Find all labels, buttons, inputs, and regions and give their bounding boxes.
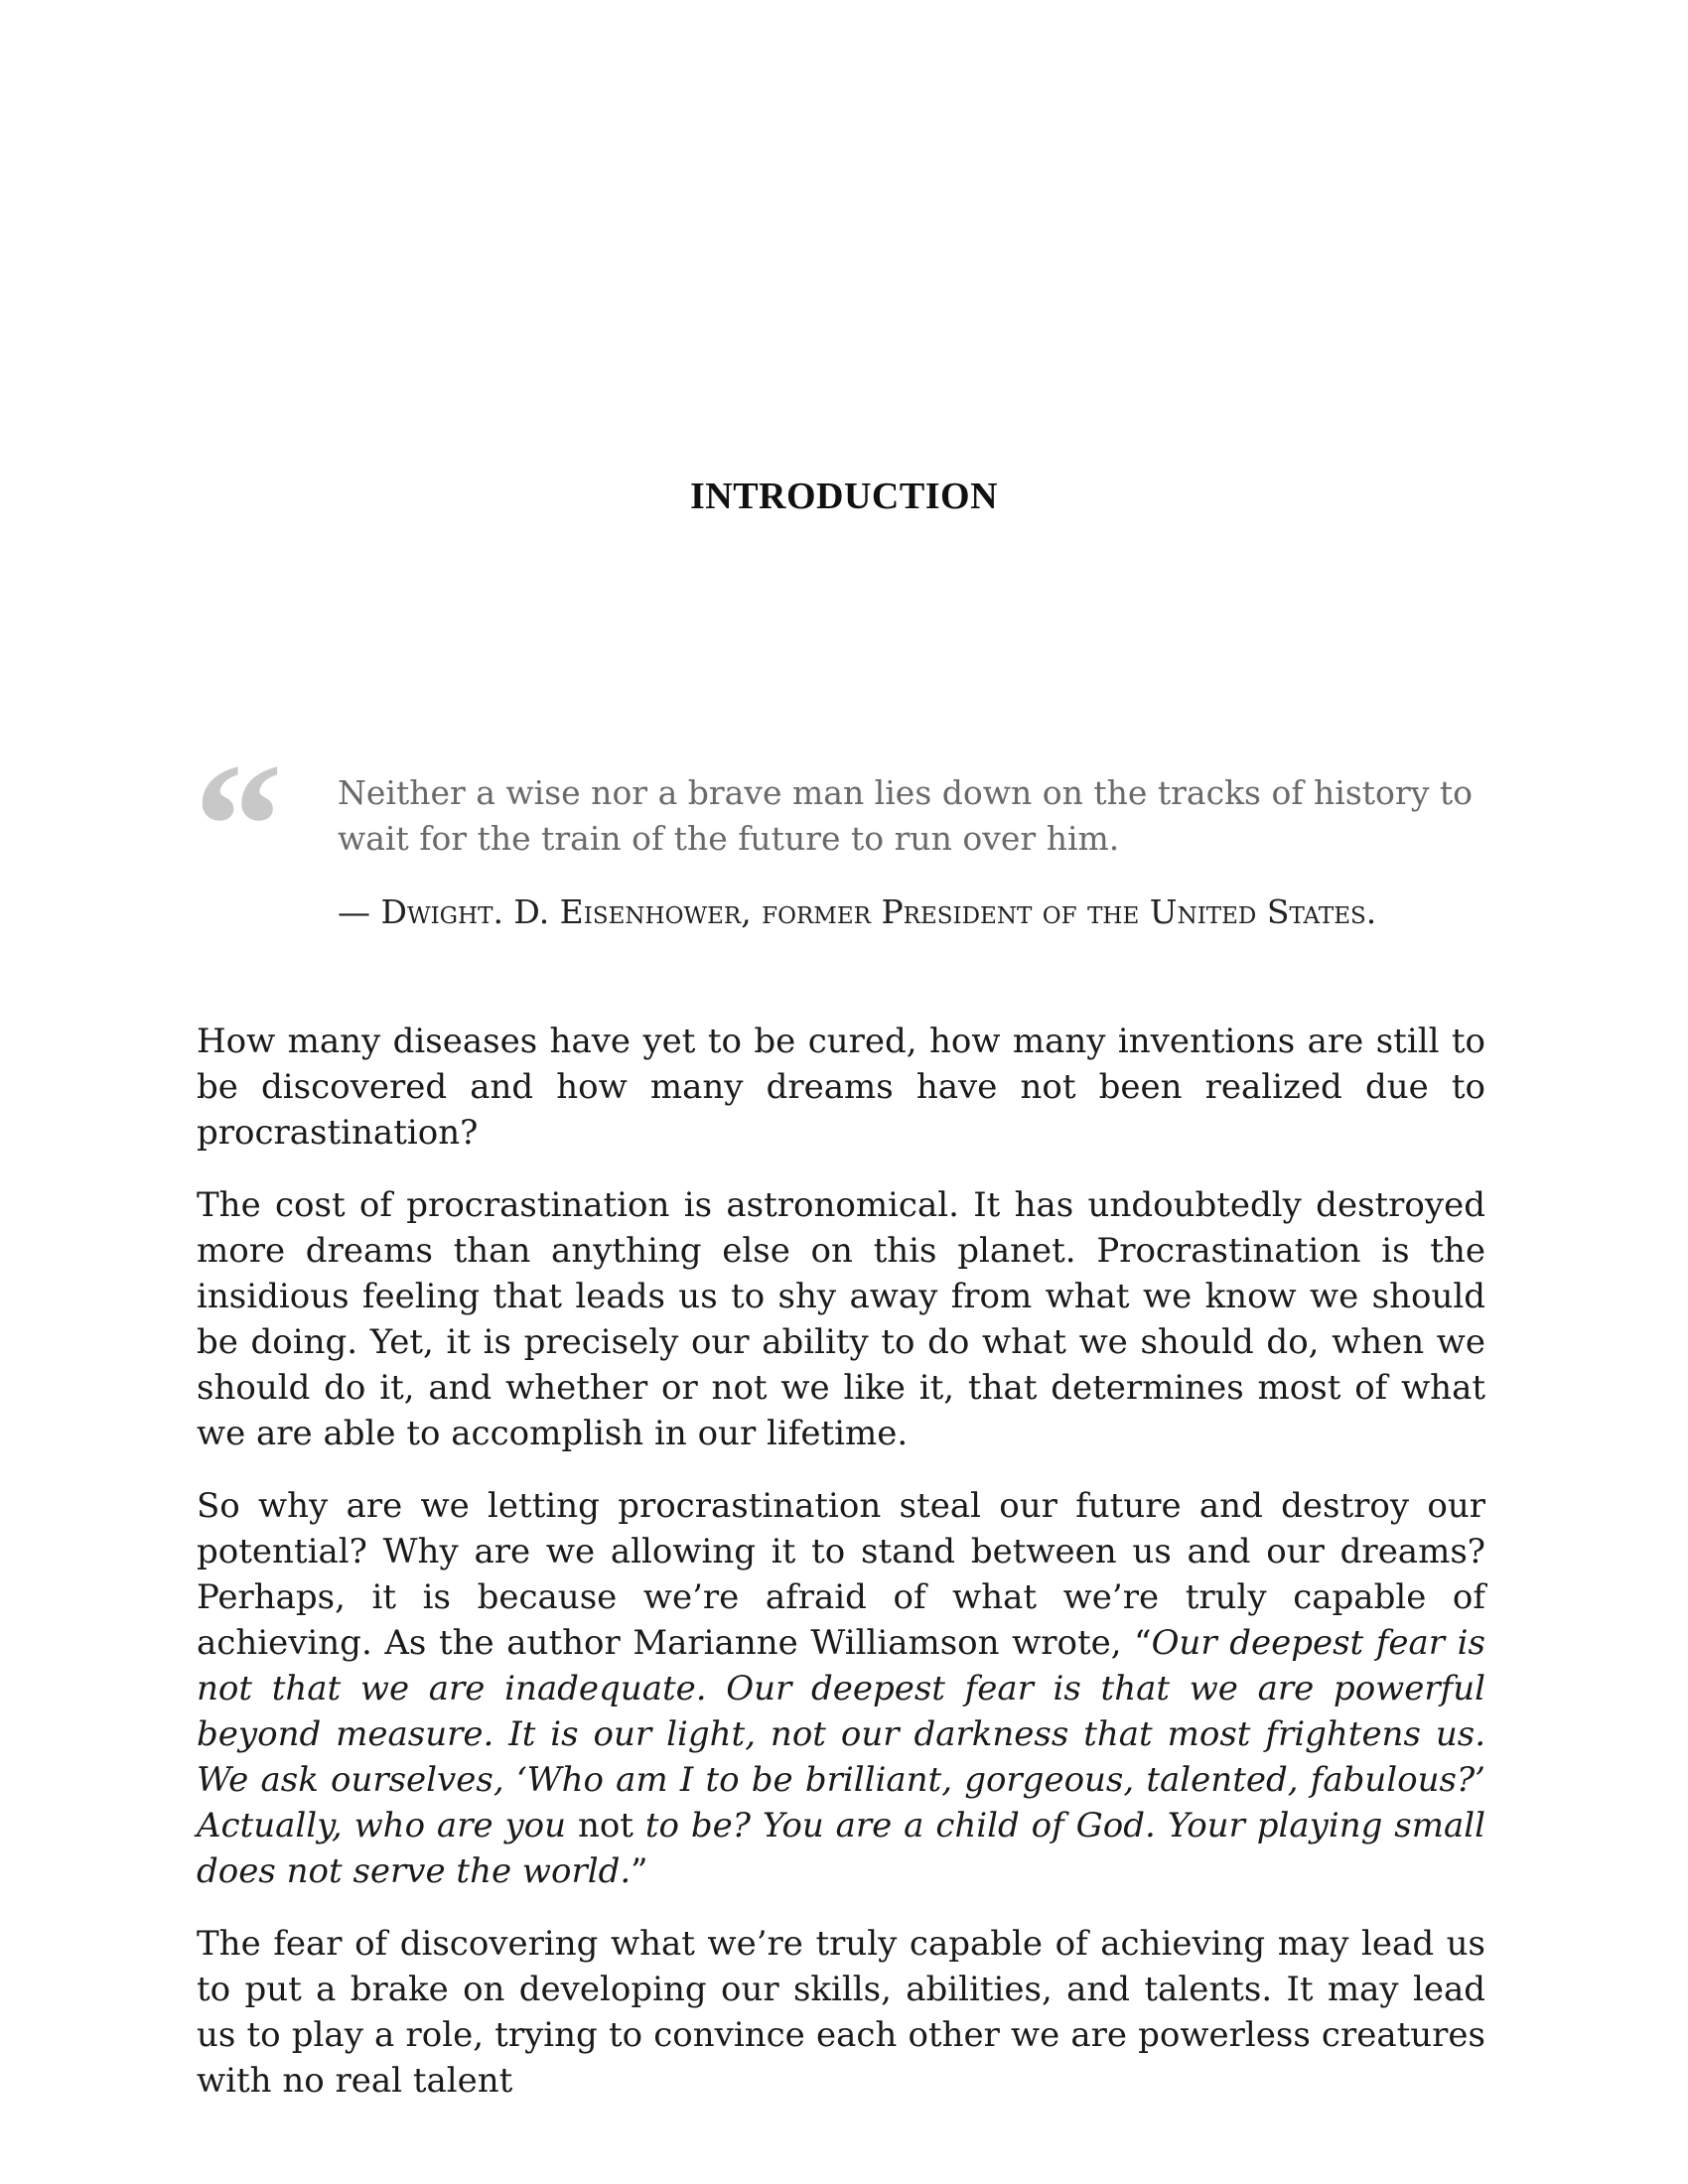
epigraph-quote: Neither a wise nor a brave man lies down on the tracks of history to wait for the train of the future to run over him.	[338, 773, 1473, 858]
williamson-quote-part-2: to be? You are a child of God. Your playing small does not serve the world.	[197, 1806, 1485, 1891]
epigraph	[338, 770, 1499, 935]
body-text	[197, 1019, 1485, 2130]
paragraph-3	[197, 1483, 1485, 1894]
paragraph-1: How many diseases have yet to be cured, how many inventions are still to be discovered and how many dreams have not been realized due to procrastination?	[197, 1022, 1485, 1153]
williamson-quote-part-1: Our deepest fear is not that we are inadequate. Our deepest fear is that we are powerful beyond measure. It is our light, not our darkness that most frightens us. We ask ourselves, ‘Who am I to be brilliant, gorgeous, talented, fabulous?’ Actually, who are you	[197, 1623, 1485, 1845]
quote-mark-icon: “	[194, 727, 283, 924]
paragraph-3-close: ”	[631, 1851, 648, 1891]
paragraph-4: The fear of discovering what we’re truly capable of achieving may lead us to put a brake on developing our skills, abilities, and talents. It may lead us to play a role, trying to convince each other we are powerless creatures with no real talent	[197, 1924, 1485, 2101]
epigraph-attribution: — Dwight. D. Eisenhower, former President of the United States.	[338, 892, 1377, 931]
paragraph-2: The cost of procrastination is astronomical. It has undoubtedly destroyed more dreams than anything else on this planet. Procrastination is the insidious feeling that leads us to shy away from what we know we should be doing. Yet, it is precisely our ability to do what we should do, when we should do it, and whether or not we like it, that determines most of what we are able to accomplish in our lifetime.	[197, 1185, 1485, 1453]
williamson-quote	[197, 1623, 1485, 1891]
williamson-quote-not: not	[577, 1806, 633, 1845]
paragraph-3-lead: So why are we letting procrastination steal our future and destroy our potential? Why are we allowing it to stand between us and our dreams? Perhaps, it is because we’re afraid of what we’re truly capable of achieving. As the author Marianne Williamson wrote, “	[197, 1486, 1485, 1663]
chapter-title: INTRODUCTION	[689, 476, 999, 517]
